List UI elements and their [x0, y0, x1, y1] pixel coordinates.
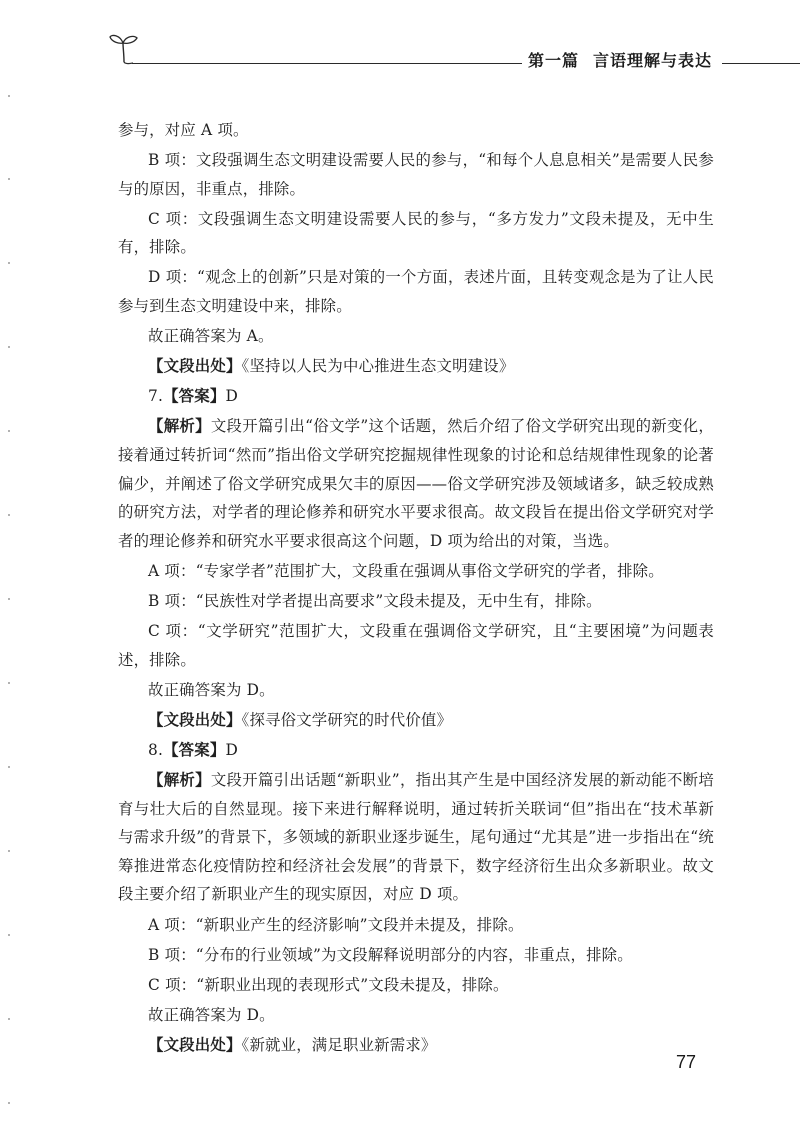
paragraph [118, 676, 714, 705]
paragraph-text: C 项：“文学研究”范围扩大，文段重在强调俗文学研究，且“主要困境”为问题表述，排除。 [118, 622, 714, 669]
section-label: 【文段出处】 [148, 710, 242, 729]
answer-explanations [118, 116, 714, 1061]
paragraph-text: 文段开篇引出“俗文学”这个话题，然后介绍了俗文学研究出现的新变化，接着通过转折词“然而”指出俗文学研究挖掘规律性现象的讨论和总结规律性现象的论著偏少，并阐述了俗文学研究成果欠丰的原因——俗文学研究涉及领域诸多，缺乏较成熟的研究方法，对学者的理论修养和研究水平要求很高。故文段旨在提出俗文学研究对学者的理论修养和研究水平要求很高这个问题，D 项为给出的对策，当选。 [118, 417, 714, 550]
part-label: 第一篇 [527, 51, 579, 70]
question-number: 8. [148, 740, 164, 759]
paragraph-text: D [225, 740, 239, 759]
paragraph-text: B 项：“民族性对学者提出高要求”文段未提及，无中生有，排除。 [148, 592, 602, 610]
paragraph-text: D [225, 387, 239, 406]
paragraph-text: 参与，对应 A 项。 [118, 121, 249, 139]
paragraph-text: 故正确答案为 A。 [148, 327, 274, 346]
paragraph [118, 1001, 714, 1030]
binding-margin-dots [8, 0, 10, 1129]
header-rule-left [132, 63, 522, 64]
paragraph [118, 971, 714, 1000]
paragraph [118, 587, 714, 616]
paragraph [118, 1031, 714, 1060]
page-header [108, 28, 800, 72]
section-label: 【解析】 [148, 417, 211, 436]
paragraph-text: 《坚持以人民为中心推进生态文明建设》 [241, 357, 515, 376]
section-label: 【解析】 [148, 771, 211, 790]
paragraph-text: 文段开篇引出话题“新职业”，指出其产生是中国经济发展的新动能不断培育与壮大后的自然显现。接下来进行解释说明，通过转折关联词“但”指出在“技术革新与需求升级”的背景下，多领域的新职业逐步诞生，尾句通过“尤其是”进一步指出在“统筹推进常态化疫情防控和经济社会发展”的背景下，数字经济衍生出众多新职业。故文段主要介绍了新职业产生的现实原因，对应 D 项。 [118, 771, 714, 904]
paragraph [118, 352, 714, 381]
paragraph-text: B 项：文段强调生态文明建设需要人民的参与，“和每个人息息相关”是需要人民参与的原因，非重点，排除。 [118, 151, 714, 198]
running-head [528, 48, 712, 71]
section-label: 【答案】 [163, 387, 226, 406]
paragraph-text: 故正确答案为 D。 [148, 1005, 275, 1024]
paragraph-text: 《新就业，满足职业新需求》 [241, 1035, 437, 1054]
paragraph-text: 《探寻俗文学研究的时代价值》 [241, 710, 453, 729]
paragraph [118, 706, 714, 735]
paragraph [118, 322, 714, 351]
question-number: 7. [148, 387, 164, 406]
header-rule-right [722, 63, 800, 64]
sprout-icon [108, 28, 142, 68]
paragraph-text: A 项：“专家学者”范围扩大，文段重在强调从事俗文学研究的学者，排除。 [148, 561, 664, 580]
section-label: 【文段出处】 [148, 1035, 242, 1054]
paragraph-text: D 项：“观念上的创新”只是对策的一个方面，表述片面，且转变观念是为了让人民参与到生态文明建设中来，排除。 [118, 268, 714, 316]
section-label: 【答案】 [163, 740, 226, 759]
page-number: 77 [676, 1052, 697, 1072]
paragraph [118, 263, 714, 320]
paragraph [118, 911, 714, 940]
paragraph [118, 205, 714, 262]
paragraph [118, 116, 714, 145]
paragraph-text: C 项：文段强调生态文明建设需要人民的参与，“多方发力”文段未提及，无中生有，排除。 [118, 209, 714, 257]
paragraph [118, 412, 714, 555]
paragraph [118, 736, 714, 765]
paragraph-text: C 项：“新职业出现的表现形式”文段未提及，排除。 [148, 975, 509, 994]
paragraph [118, 941, 714, 970]
section-label: 【文段出处】 [148, 357, 242, 376]
paragraph [118, 766, 714, 909]
paragraph-text: A 项：“新职业产生的经济影响”文段并未提及，排除。 [148, 915, 524, 934]
paragraph-text: 故正确答案为 D。 [148, 680, 275, 699]
paragraph-text: B 项：“分布的行业领域”为文段解释说明部分的内容，非重点，排除。 [148, 945, 633, 964]
paragraph [118, 617, 714, 674]
chapter-title: 言语理解与表达 [592, 51, 712, 70]
paragraph [118, 146, 714, 203]
paragraph [118, 557, 714, 586]
paragraph [118, 382, 714, 411]
